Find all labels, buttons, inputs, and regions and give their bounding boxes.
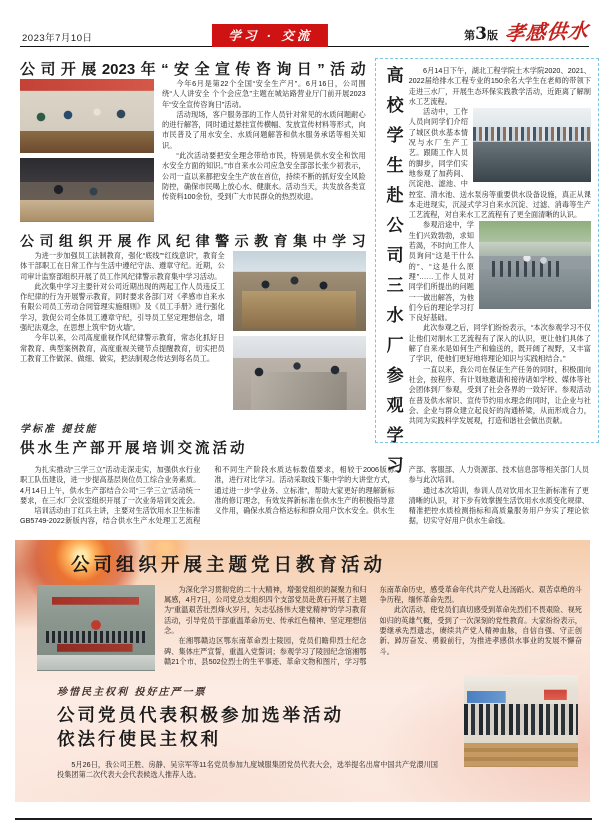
article-safety-photos xyxy=(20,79,154,222)
paragraph: 5月26日，我公司王胜、房静、吴宗军等11名党员参加九度城服集团党员代表大会，选举提名出席中国共产党澴川国投集团第二次代表大会代表候选人推荐人选。 xyxy=(57,759,438,780)
article-discipline-title: 公司组织开展作风纪律警示教育集中学习 xyxy=(20,233,366,249)
photo-street-promotion xyxy=(20,158,154,222)
photo-outdoor-consultation xyxy=(20,79,154,153)
paragraph: 此次参观之后，同学们纷纷表示，“本次参观学习不仅让他们对制水工艺流程有了深入的认识，更让他们具体了解了自来水是如何生产和输送的，既开阔了视野，又丰富了学识，使他们更好地将理论知识与实践相结合。” xyxy=(408,323,591,364)
article-visit-text xyxy=(409,66,591,435)
article-party-day-text xyxy=(164,585,582,671)
paragraph: 参观沿途中，学生们兴致勃勃，求知若渴，不时向工作人员询问“这是干什么的”、“这是什么原理”……工作人员对同学们所提出的问题一一做出解答，为他们今后的理论学习打下良好基础。 xyxy=(408,220,474,323)
edition-prefix: 第 xyxy=(464,29,476,42)
photo-martyrs-memorial-group xyxy=(37,585,155,671)
article-election-body xyxy=(57,760,452,781)
photo-outdoor-facility-visit xyxy=(479,221,591,309)
article-training-text xyxy=(20,465,589,527)
photo-meeting-room-2 xyxy=(233,336,366,410)
article-party-day-body xyxy=(15,583,590,671)
edition-group xyxy=(464,16,589,45)
edition-number xyxy=(464,24,498,44)
article-training-title: 供水生产部开展培训交流活动 xyxy=(20,441,248,457)
article-discipline xyxy=(20,231,366,410)
paragraph: 培训活动由丁红兵主讲，主要对生活饮用水卫生标准GB5749-2022新版内容，结合供水生产水处理工艺流程和不同生产阶段水质达标数值要求，相较于2006版标准，进行对比学习。活动采取线下集中学的大讲堂方式，通过进一步“学业务、立标准”，帮助大家更好的理解新标准的修订理念，有效发挥新标准在供水生产的积极指导意义作用，确保水质合格达标和群众用户饮水安全。供水生产部、客服部、人力资源部、技术信息部等相关部门人员参与此次培训。 xyxy=(20,465,589,526)
paragraph: 今年以来，公司高度重视作风纪律警示教育，常态化抓好日常教育、典型案例教育，高度重视关键节点提醒教育，切实把员工教育工作做深、做细、做实，把法制观念传达到每名员工。 xyxy=(20,333,225,363)
article-training-kicker: 学标准 提技能 xyxy=(20,424,98,435)
bottom-rule xyxy=(15,818,592,820)
article-election xyxy=(15,671,590,781)
article-training-head xyxy=(20,420,366,458)
paragraph: 活动现场，客户服务部的工作人员针对常见的水质问题耐心的进行解答，同时通过悬挂宣传横幅、发放宣传材料等形式，向市民普及了用水安全、水质问题解答和供水服务承诺等相关知识。 xyxy=(162,109,366,150)
page-header xyxy=(20,18,591,47)
section-label: 学习 · 交流 xyxy=(212,24,328,47)
party-day-section xyxy=(15,540,590,802)
article-election-title-line2: 依法行使民主权利 xyxy=(57,728,221,749)
article-safety-text xyxy=(162,79,366,222)
edition-suffix: 版 xyxy=(487,29,498,42)
article-safety xyxy=(20,58,366,222)
paragraph: 为进一步加强员工法制教育，强化“底线”“红线意识”，教育全体干部职工在日常工作与生活中遵纪守法、遵章守纪。近期，公司审计监察部组织开展了员工作风纪律警示教育集中学习活动。 xyxy=(20,251,225,281)
paragraph: “此次活动要把安全理念带给市民，特别是供水安全和饮用水安全方面的知识。”市自来水公司应急安全部部长张少初表示，公司一直以来都把安全生产放在首位，持续不断的抓好安全风险防控，确保市民喝上放心水、健康水。活动当天，共发放各类宣传资料100余份，受到广大市民群众的热烈欢迎。 xyxy=(162,151,366,202)
article-discipline-text xyxy=(20,251,225,410)
paragraph: 一直以来，我公司在保证生产任务的同时，积极面向社会，按程序、有计划地邀请和接待诸如学校、媒体等社会团体到厂参观，受到了社会各界的一致好评。参观活动在普及供水常识、宣传节约用水理念的同时，让企业与社会、企业与群众建立起良好的沟通桥梁，从而形成合力，共同为实践科学发展观，打造和谐社会做出贡献。 xyxy=(408,364,591,426)
paragraph: 在湘鄂赣边区鄂东南革命烈士陵园，党员们瞻仰烈士纪念碑、集体庄严宣誓，重温入党誓词；参观学习了陵园纪念馆湘鄂赣21个市、县502位烈士的生平事迹、革命文物和图片，学习鄂东南革命历史，感受革命年代共产党人赴汤蹈火、艰苦卓绝的斗争历程，缅怀革命先烈。 xyxy=(164,584,582,666)
article-election-kicker: 珍惜民主权利 投好庄严一票 xyxy=(57,686,207,698)
article-safety-title: 公司开展2023年“安全宣传咨询日”活动 xyxy=(20,61,366,78)
paragraph: 活动中，工作人员向同学们介绍了城区供水基本情况与水厂生产工艺。跟随工作人员的脚步，同学们实地参观了加药间、沉淀池、滤池、中控室、清水池、送水泵房等重要供水设备设施，真正从课本走进现实，沉浸式学习自来水沉淀、过滤、消毒等生产工艺流程，对自来水工艺流程有了更全面清晰的认识。 xyxy=(408,107,591,220)
photo-delegates-conference xyxy=(464,675,578,767)
paragraph: 此次活动，使党员们真切感受到革命先烈们不畏艰险、视死如归的英雄气概，受到了一次深刻的党性教育。大家纷纷表示，要继承先烈遗志，赓续共产党人精神血脉，自信自强、守正创新、踔厉奋发、勇毅前行，为推进孝感供水事业的发展不懈奋斗。 xyxy=(379,605,582,656)
article-party-day-title: 公司组织开展主题党日教育活动 xyxy=(71,553,387,575)
paragraph: 此次集中学习主要针对公司近期出现的两起工作人员违反工作纪律的行为开展警示教育，同时要求各部门对《孝感市自来水有限公司员工劳动合同管理实施细则》及《员工手册》进行强化学习，敦促公司全体员工遵章守纪，引导员工坚定理想信念，增强纪法观念，在思想上筑牢“防火墙”。 xyxy=(20,281,225,333)
paragraph: 通过本次培训，参训人员对饮用水卫生新标准有了更清晰的认识，对下步有效掌握生活饮用水水质变化规律、精准把控水质检测指标和高质量服务用户夯实了理论依据，切实守好用户供水生命线。 xyxy=(408,485,589,526)
article-visit-box xyxy=(375,58,599,486)
paragraph: 为深化学习贯彻党的二十大精神，增强党组织的凝聚力和归属感，4月7日，公司党总支组织四个支部党员赴黄石开展了主题为“重温艰苦壮烈烽火岁月，矢志弘扬伟大建党精神”的学习教育活动，引导党员干部重温革命历史、传承红色精神、坚定理想信念。 xyxy=(164,584,367,635)
paragraph: 6月14日下午，湖北工程学院土木学院2020、2021、2022届给排水工程专业的150余名大学生在老师的带领下走进三水厂，开展生态环保实践教学活动，近距离了解制水工艺流程。 xyxy=(408,66,591,106)
edition-num: 3 xyxy=(475,24,487,44)
article-discipline-body xyxy=(20,251,366,410)
article-safety-body xyxy=(20,79,366,222)
left-column xyxy=(20,58,366,458)
photo-students-plant-tour xyxy=(473,108,591,182)
photo-meeting-room-1 xyxy=(233,251,366,331)
masthead-logo: 孝感供水 xyxy=(503,18,591,46)
dateline: 2023年7月10日 xyxy=(22,33,93,44)
paragraph: 今年6月是第22个全国“安全生产月”。6月16日，公司围绕“人人讲安全 个个会应急”主题在城站路营业厅门前开展2023年“安全宣传咨询日”活动。 xyxy=(162,79,366,109)
article-visit-vertical-title: 高校学生赴公司三水厂参观学习 xyxy=(383,66,403,486)
paragraph: 为扎实推动“三学三立”活动走深走实，加强供水行业职工队伍建设，进一步提高基层岗位员工综合业务素质。4月14日上午，供水生产部结合公司“三学三立”活动统一要求，在三水厂会议室组织开展了一次业务培训交流会。 xyxy=(20,465,201,505)
article-discipline-photos xyxy=(233,251,366,410)
article-election-title-line1: 公司党员代表积极参加选举活动 xyxy=(57,704,344,725)
article-election-text xyxy=(57,683,452,781)
